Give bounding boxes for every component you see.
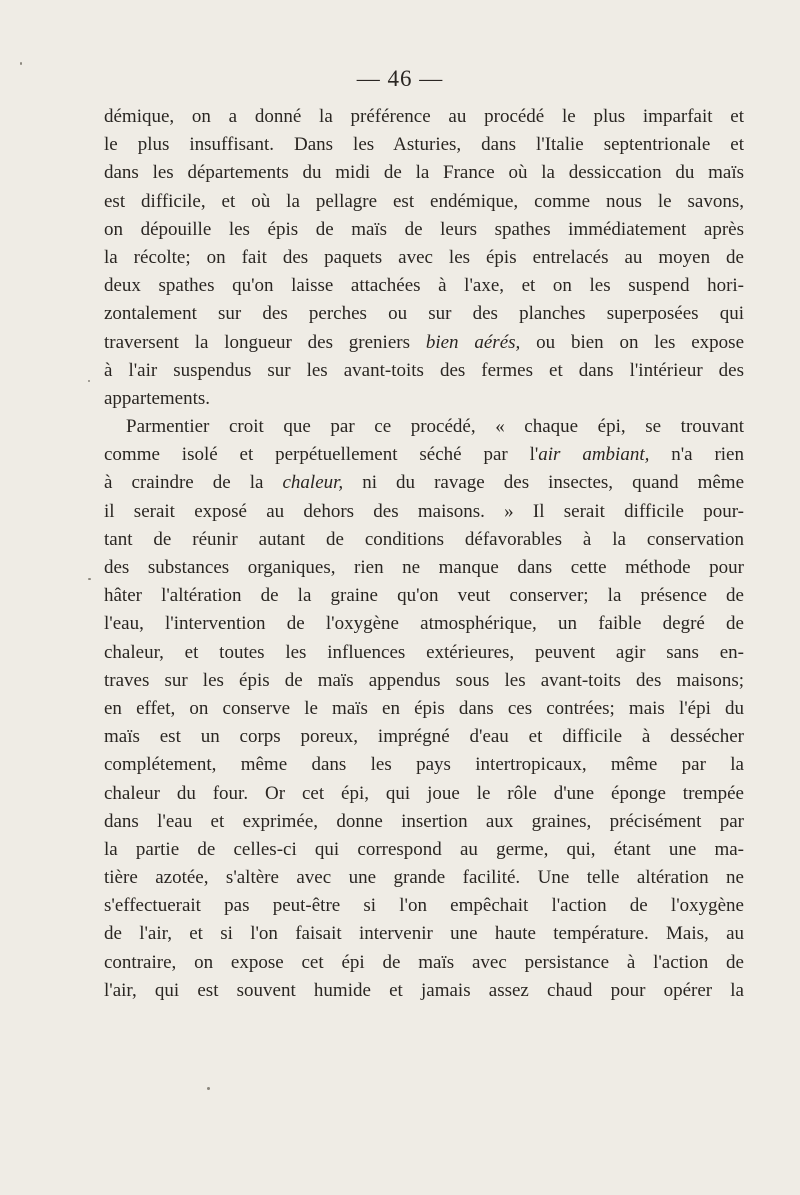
paper-speck	[88, 578, 91, 580]
italic-phrase: bien aérés,	[425, 331, 521, 353]
text-line: en effet, on conserve le maïs en épis dans ces contrées; mais l'épi du	[104, 697, 744, 719]
text-body	[104, 103, 744, 1005]
text-line: la récolte; on fait des paquets avec les épis entrelacés au moyen de	[104, 246, 744, 268]
text-line: la partie de celles-ci qui correspond au germe, qui, étant une ma-	[104, 838, 744, 860]
text-line: s'effectuerait pas peut-être si l'on empêchait l'action de l'oxygène	[104, 895, 744, 917]
italic-phrase: air ambiant,	[538, 444, 650, 466]
text-segment: n'a rien	[649, 444, 744, 466]
text-line: dans les départements du midi de la France où la dessiccation du maïs	[104, 162, 744, 184]
text-segment: ou bien on les expose	[520, 331, 744, 353]
text-line: à l'air suspendus sur les avant-toits des fermes et dans l'intérieur des	[104, 359, 744, 381]
text-line: dans l'eau et exprimée, donne insertion aux graines, précisément par	[104, 810, 744, 832]
text-segment: comme isolé et perpétuellement séché par l'	[104, 444, 539, 466]
text-line: de l'air, et si l'on faisait intervenir une haute température. Mais, au	[104, 923, 744, 945]
text-line: appartements.	[104, 387, 211, 409]
text-line: contraire, on expose cet épi de maïs avec persistance à l'action de	[104, 951, 744, 973]
text-line: l'eau, l'intervention de l'oxygène atmosphérique, un faible degré de	[104, 613, 744, 635]
text-line: deux spathes qu'on laisse attachées à l'axe, et on les suspend hori-	[104, 275, 744, 297]
paper-speck	[20, 62, 22, 65]
text-line: maïs est un corps poreux, imprégné d'eau et difficile à dessécher	[104, 726, 744, 748]
text-line: est difficile, et où la pellagre est endémique, comme nous le savons,	[104, 190, 744, 212]
text-line: zontalement sur des perches ou sur des planches superposées qui	[104, 303, 744, 325]
text-line: traves sur les épis de maïs appendus sous les avant-toits des maisons;	[104, 669, 744, 691]
text-line: chaleur du four. Or cet épi, qui joue le rôle d'une éponge trempée	[104, 782, 744, 804]
text-line: tant de réunir autant de conditions défavorables à la conservation	[104, 528, 744, 550]
text-segment: ni du ravage des insectes, quand même	[343, 472, 744, 494]
paper-speck	[88, 380, 90, 382]
text-line	[104, 441, 744, 469]
text-segment: traversent la longueur des greniers	[104, 331, 426, 353]
italic-phrase: chaleur,	[282, 472, 344, 494]
text-line: il serait exposé au dehors des maisons. » Il serait difficile pour-	[104, 500, 744, 522]
text-line: tière azotée, s'altère avec une grande facilité. Une telle altération ne	[104, 867, 744, 889]
paper-speck	[207, 1087, 210, 1090]
text-line: Parmentier croit que par ce procédé, « chaque épi, se trouvant	[126, 416, 744, 438]
text-segment: à craindre de la	[104, 472, 283, 494]
text-line: le plus insuffisant. Dans les Asturies, dans l'Italie septentrionale et	[104, 134, 744, 156]
text-line: on dépouille les épis de maïs de leurs spathes immédiatement après	[104, 218, 744, 240]
page-number: — 46 —	[356, 66, 444, 91]
text-line: complétement, même dans les pays intertropicaux, même par la	[104, 754, 744, 776]
text-line	[104, 469, 744, 497]
text-line: démique, on a donné la préférence au procédé le plus imparfait et	[104, 106, 744, 127]
text-line: hâter l'altération de la graine qu'on veut conserver; la présence de	[104, 585, 744, 607]
text-line: des substances organiques, rien ne manque dans cette méthode pour	[104, 557, 744, 578]
text-line: chaleur, et toutes les influences extérieures, peuvent agir sans en-	[104, 641, 744, 663]
text-line: l'air, qui est souvent humide et jamais assez chaud pour opérer la	[104, 979, 744, 1001]
text-line	[104, 329, 744, 357]
